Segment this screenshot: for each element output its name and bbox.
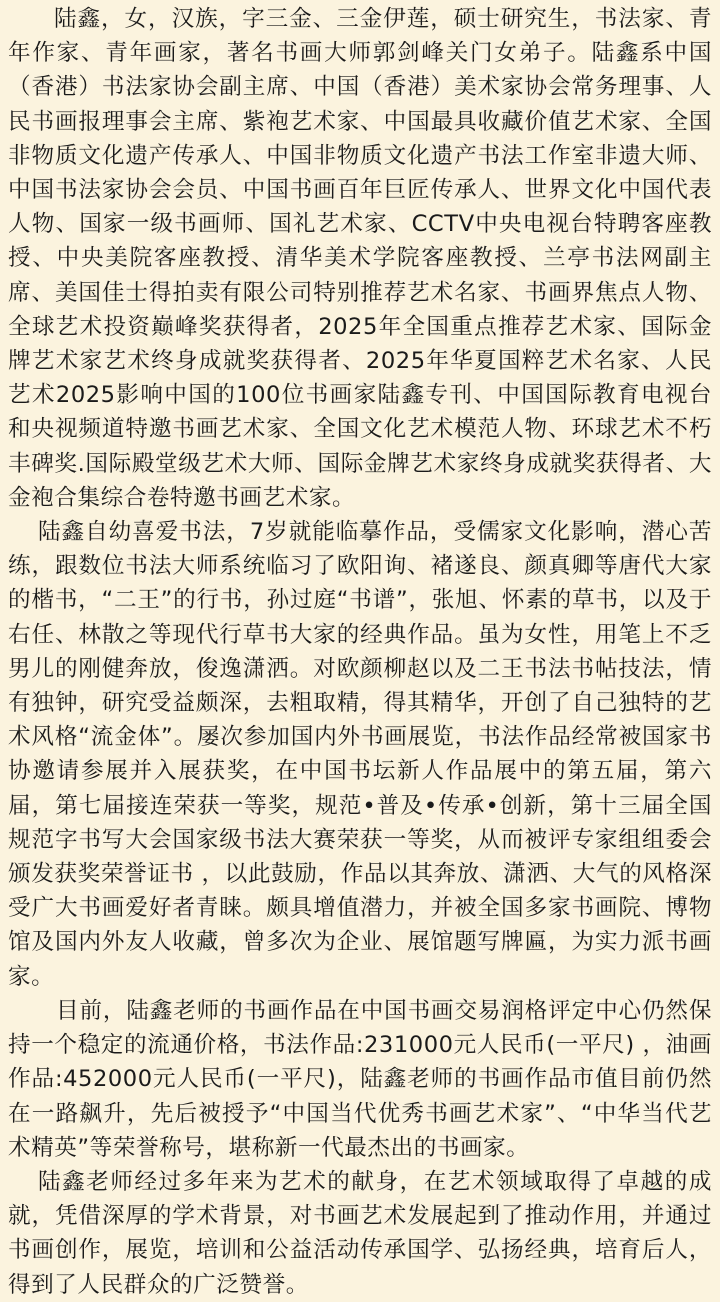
- calligraphy-study-paragraph: 陆鑫自幼喜爱书法，7岁就能临摹作品，受儒家文化影响，潜心苦练，跟数位书法大师系统临习了欧阳询、褚遂良、颜真卿等唐代大家的楷书，“二王”的行书，孙过庭“书谱”，张旭、怀素的草书，以及于右任、林散之等现代行草书大家的经典作品。虽为女性，用笔上不乏男儿的刚健奔放，俊逸潇洒。对欧颜柳赵以及二王书法书帖技法，情有独钟，研究受益颇深，去粗取精，得其精华，开创了自己独特的艺术风格“流金体”。屡次参加国内外书画展览，书法作品经常被国家书协邀请参展并入展获奖，在中国书坛新人作品展中的第五届，第六届，第七届接连荣获一等奖，规范•普及•传承•创新，第十三届全国规范字书写大会国家级书法大赛荣获一等奖，从而被评专家组组委会颁发获奖荣誉证书 ，以此鼓励，作品以其奔放、潇洒、大气的风格深受广大书画爱好者青睐。颇具增值潜力，并被全国多家书画院、博物馆及国内外友人收藏，曾多次为企业、展馆题写牌匾，为实力派书画家。: [8, 519, 712, 990]
- market-price-paragraph: 目前，陆鑫老师的书画作品在中国书画交易润格评定中心仍然保持一个稳定的流通价格，书法作品:231000元人民币(一平尺) ，油画作品:452000元人民币(一平尺)，陆鑫老师的书画作品市值目前仍然在一路飙升，先后被授予“中国当代优秀书画艺术家”、“中华当代艺术精英”等荣誉称号，堪称新一代最杰出的书画家。: [8, 997, 712, 1161]
- achievement-paragraph: 陆鑫老师经过多年来为艺术的献身，在艺术领域取得了卓越的成就，凭借深厚的学术背景，对书画艺术发展起到了推动作用，并通过书画创作，展览，培训和公益活动传承国学、弘扬经典，培育后人，得到了人民群众的广泛赞誉。: [8, 1168, 712, 1298]
- biography-paragraph: 陆鑫，女，汉族，字三金、三金伊莲，硕士研究生，书法家、青年作家、青年画家，著名书画大师郭剑峰关门女弟子。陆鑫系中国（香港）书法家协会副主席、中国（香港）美术家协会常务理事、人民书画报理事会主席、紫袍艺术家、中国最具收藏价值艺术家、全国非物质文化遗产传承人、中国非物质文化遗产书法工作室非遗大师、中国书法家协会会员、中国书画百年巨匠传承人、世界文化中国代表人物、国家一级书画师、国礼艺术家、CCTV中央电视台特聘客座教授、中央美院客座教授、清华美术学院客座教授、兰亭书法网副主席、美国佳士得拍卖有限公司特别推荐艺术名家、书画界焦点人物、全球艺术投资巅峰奖获得者，2025年全国重点推荐艺术家、国际金牌艺术家艺术终身成就奖获得者、2025年华夏国粹艺术名家、人民艺术2025影响中国的100位书画家陆鑫专刊、中国国际教育电视台和央视频道特邀书画艺术家、全国文化艺术模范人物、环球艺术不朽丰碑奖.国际殿堂级艺术大师、国际金牌艺术家终身成就奖获得者、大金袍合集综合卷特邀书画艺术家。: [8, 6, 712, 511]
